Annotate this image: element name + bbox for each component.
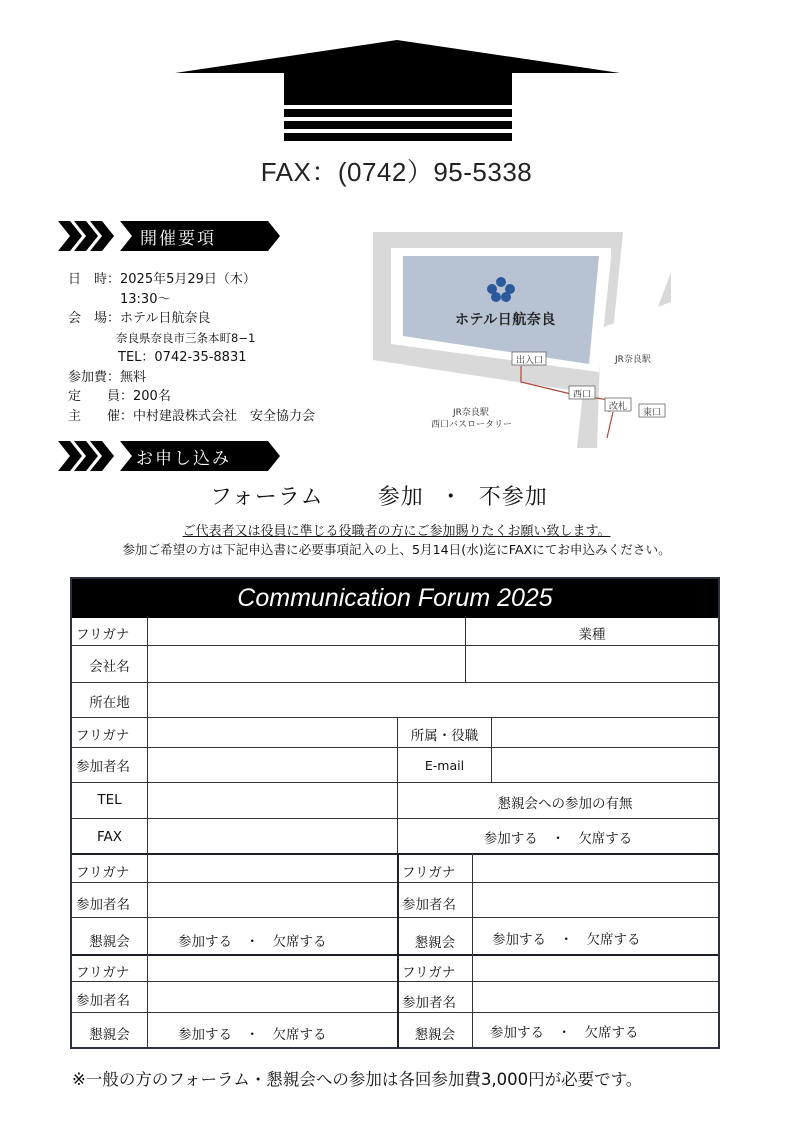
banquet-attend-choice[interactable]: 参加する ・ 欠席する: [178, 1027, 327, 1043]
furigana-input[interactable]: [148, 618, 465, 645]
forum-attendance-line: [210, 480, 548, 511]
furigana-label: フリガナ: [76, 865, 130, 881]
form-rule: [72, 954, 718, 956]
map-station-label: JR奈良駅: [615, 355, 651, 365]
map-hotel-label: ホテル日航奈良: [455, 312, 556, 328]
capacity-label: 定 員：: [68, 389, 134, 404]
email-label: E-mail: [424, 758, 465, 773]
date-label: 日 時：: [68, 272, 121, 287]
banquet-attend-choice[interactable]: 参加する ・ 欠席する: [178, 934, 327, 950]
venue-map: [373, 232, 671, 448]
apply-section-banner: [58, 441, 282, 471]
date-row: [68, 270, 315, 290]
details-section-banner: [58, 221, 282, 251]
application-instructions: 参加ご希望の方は下記申込書に必要事項記入の上、5月14日(水)迄にFAXにてお申込みください。: [122, 542, 671, 557]
venue-tel: TEL：0742-35-8831: [118, 350, 247, 365]
map-drawing: [373, 232, 671, 448]
furigana-label: フリガナ: [402, 965, 456, 981]
map-gate-label: 改札: [609, 402, 628, 412]
map-east-exit-label: 東口: [643, 408, 662, 418]
event-details: [68, 270, 315, 426]
fee-label: 参加費：: [68, 369, 121, 385]
participant-furigana-input[interactable]: [148, 718, 397, 747]
address-label: 所在地: [89, 695, 130, 711]
map-bus-label-1: JR奈良駅: [453, 408, 489, 418]
participant-label: 参加者名: [76, 897, 130, 913]
host-row: [68, 407, 315, 427]
participant-label: 参加者名: [76, 759, 130, 775]
capacity-row: [68, 387, 315, 407]
participant-label: 参加者名: [76, 993, 130, 1009]
date-value: 2025年5月29日（木）: [120, 272, 256, 287]
dept-title-input[interactable]: [492, 718, 718, 782]
details-section-title: 開催要項: [140, 229, 216, 249]
general-participation-note: ※一般の方のフォーラム・懇親会への参加は各回参加費3,000円が必要です。: [72, 1070, 643, 1089]
fax-input[interactable]: [148, 819, 397, 853]
banquet-attend-choice[interactable]: 参加する ・ 欠席する: [483, 831, 633, 847]
company-input[interactable]: [148, 646, 465, 682]
form-rule: [72, 1012, 718, 1013]
furigana-label: フリガナ: [76, 728, 130, 744]
tel-input[interactable]: [148, 783, 397, 818]
industry-label: 業種: [578, 627, 606, 643]
form-rule: [472, 853, 473, 1047]
participant-label: 参加者名: [402, 995, 456, 1011]
fee-row: [68, 368, 315, 388]
apply-section-title: お申し込み: [136, 449, 231, 469]
map-exit-label: 出入口: [516, 356, 544, 366]
fax-label: FAX: [96, 829, 122, 845]
attend-option[interactable]: 参加: [377, 485, 424, 510]
banquet-label: 懇親会: [414, 1027, 456, 1043]
host-value: 中村建設株式会社 安全協力会: [133, 408, 316, 424]
venue-row: [68, 309, 315, 329]
industry-input[interactable]: [466, 646, 718, 682]
application-form: [70, 577, 720, 1049]
furigana-label: フリガナ: [76, 627, 130, 643]
separator-dot: ・: [439, 485, 463, 510]
fee-value: 無料: [120, 369, 147, 385]
address-input[interactable]: [148, 683, 718, 717]
dept-title-label: 所属・役職: [410, 728, 479, 744]
forum-label: フォーラム: [210, 485, 324, 510]
banquet-attend-choice[interactable]: 参加する ・ 欠席する: [492, 932, 641, 948]
banquet-attend-choice[interactable]: 参加する ・ 欠席する: [490, 1025, 639, 1041]
furigana-label: フリガナ: [76, 965, 130, 981]
venue-address: 奈良県奈良市三条本町8−1: [116, 330, 256, 345]
form-rule: [72, 882, 718, 883]
absent-option[interactable]: 不参加: [478, 485, 548, 510]
banquet-label: 懇親会: [89, 1027, 130, 1043]
furigana-label: フリガナ: [402, 865, 456, 881]
time-value: 13:30〜: [120, 291, 171, 307]
host-label: 主 催：: [68, 408, 134, 424]
form-rule: [72, 981, 718, 982]
form-rule: [72, 853, 718, 855]
form-title: Communication Forum 2025: [72, 579, 718, 618]
participant-label: 参加者名: [402, 897, 456, 913]
header-arrow-graphic: [0, 0, 793, 150]
representative-notice: ご代表者又は役員に準じる役職者の方にご参加賜りたくお願い致します。: [182, 524, 611, 539]
banquet-label: 懇親会: [89, 934, 130, 950]
banquet-question: 懇親会への参加の有無: [497, 796, 633, 812]
venue-label: 会 場：: [68, 311, 121, 326]
participant-input[interactable]: [148, 748, 397, 782]
banquet-label: 懇親会: [414, 935, 456, 951]
company-label: 会社名: [89, 659, 130, 675]
venue-value: ホテル日航奈良: [120, 311, 211, 326]
tel-label: TEL: [97, 792, 122, 808]
form-rule: [72, 917, 718, 918]
map-west-exit-label: 西口: [573, 390, 592, 400]
capacity-value: 200名: [133, 389, 171, 404]
map-bus-label-2: 西口バスロータリー: [431, 420, 513, 430]
fax-number: FAX：(0742）95-5338: [260, 157, 533, 187]
